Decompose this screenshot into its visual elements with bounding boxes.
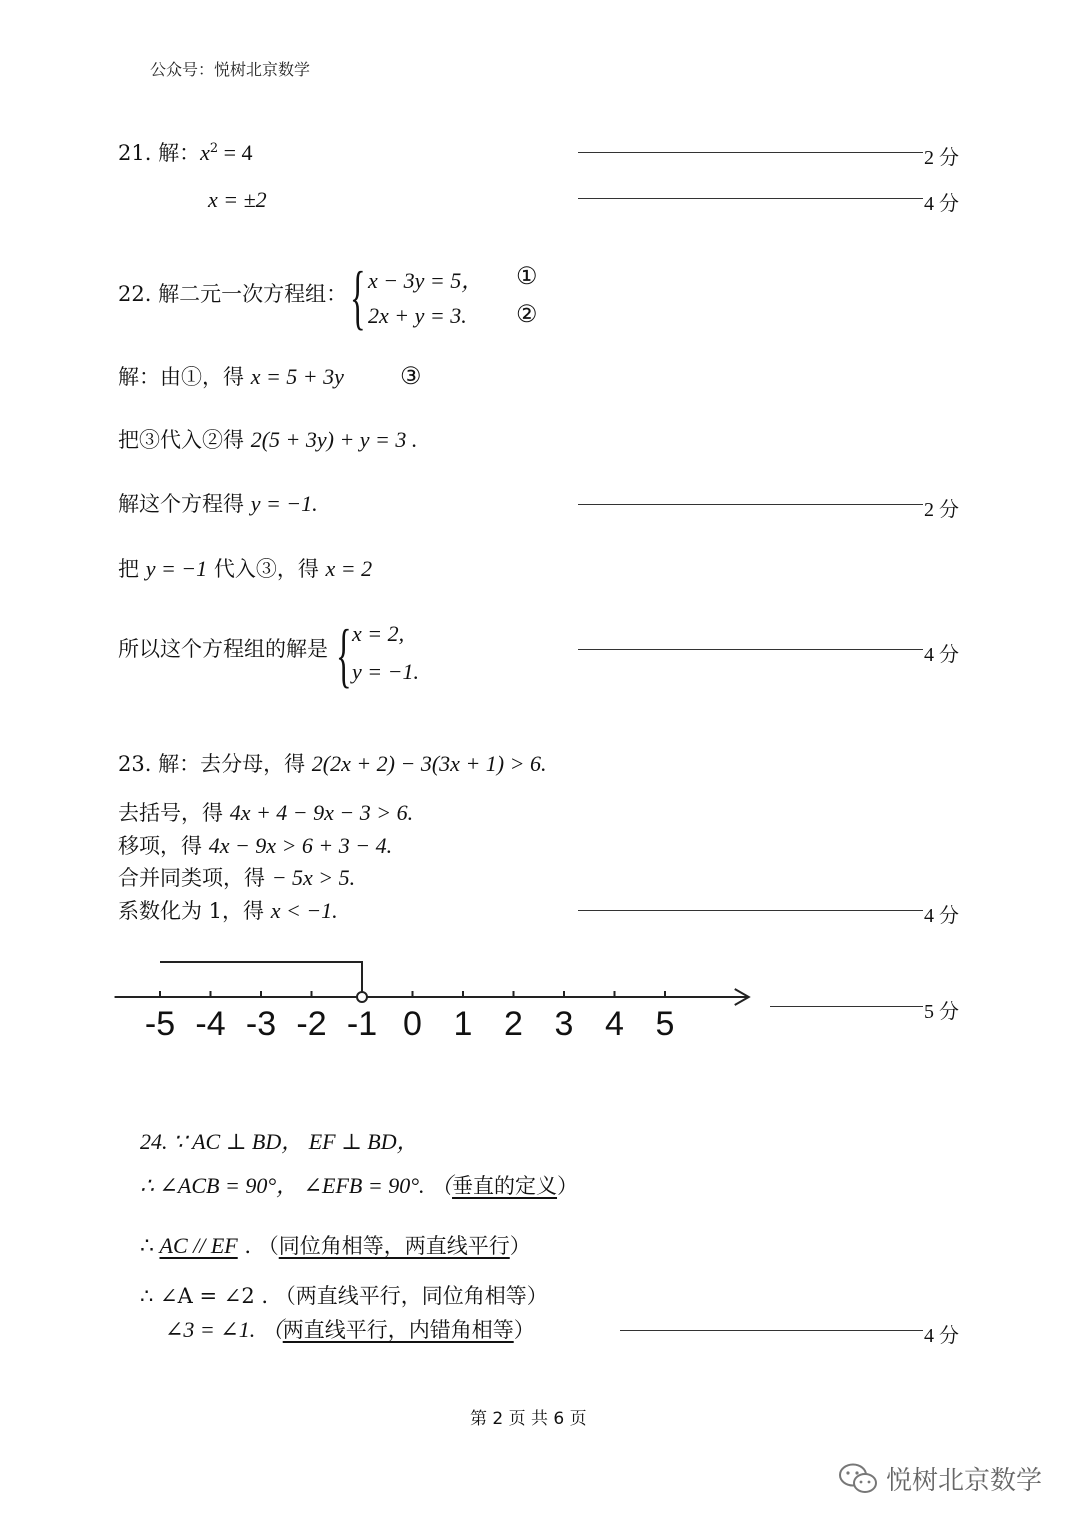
q22-step4-math-b: x = 2 xyxy=(325,556,373,581)
q21-exponent: 2 xyxy=(209,141,219,156)
q22-step2-math: 2(5 + 3y) + y = 3 . xyxy=(250,427,418,452)
q23-line5-math: x < −1. xyxy=(270,898,338,923)
q23-dash-2 xyxy=(770,1006,923,1007)
q24-line3-close: ） xyxy=(509,1234,531,1258)
q21-var: x xyxy=(200,140,210,165)
q24-line3-reason: 同位角相等，两直线平行 xyxy=(278,1234,510,1258)
q24-line2-math: ∴ ∠ACB = 90°， ∠EFB = 90°. （ xyxy=(140,1173,453,1198)
q23-points-1: 4 分 xyxy=(924,905,959,927)
q22-step1-text: 解：由①，得 xyxy=(118,365,251,389)
q23-line1-text: 23. 解：去分母，得 xyxy=(118,752,312,776)
q22-step4-math-a: y = −1 xyxy=(145,556,208,581)
q22-eq2-mark: ② xyxy=(516,300,538,328)
q23-line5-text: 系数化为 1，得 xyxy=(118,899,271,923)
q21-number: 21. 解： xyxy=(118,141,201,165)
q23-line1-math: 2(2x + 2) − 3(3x + 1) > 6. xyxy=(311,751,547,776)
number-line-tick-label: -4 xyxy=(195,1005,226,1043)
q22-step1-mark: ③ xyxy=(400,362,422,390)
q22-step2-text: 把③代入②得 xyxy=(118,428,251,452)
q22-points-1: 2 分 xyxy=(924,499,959,521)
q22-step3-math: y = −1. xyxy=(250,491,318,516)
q23-line4 xyxy=(118,867,355,889)
q22-solution-brace: { xyxy=(336,615,352,695)
q22-dash-1 xyxy=(578,504,923,505)
number-line xyxy=(115,962,749,1043)
number-line-tick-label: -1 xyxy=(346,1005,378,1043)
q22-solution-y: y = −1. xyxy=(352,659,419,684)
q22-step5-text: 所以这个方程组的解是 xyxy=(118,637,328,661)
q23-line4-math: − 5x > 5. xyxy=(271,865,356,890)
wechat-icon xyxy=(838,1462,878,1496)
number-line-tick-label: 2 xyxy=(504,1005,523,1043)
q24-line1: 24. ∵ AC ⊥ BD， EF ⊥ BD， xyxy=(140,1129,419,1154)
q22-eq1: x − 3y = 5， xyxy=(368,268,484,293)
q24-line5-math: ∠3 = ∠1. （ xyxy=(165,1317,283,1342)
open-point-marker xyxy=(357,992,367,1002)
q22-step1 xyxy=(118,366,344,388)
q23-line1 xyxy=(118,753,546,775)
q24-line3-open: . （ xyxy=(237,1234,279,1258)
number-line-tick-label: 1 xyxy=(453,1005,473,1043)
q23-line3-math: 4x − 9x > 6 + 3 − 4. xyxy=(208,833,393,858)
q24-line2 xyxy=(140,1175,578,1197)
page-footer: 第 2 页 共 6 页 xyxy=(470,1409,587,1429)
q22-eq1-mark: ① xyxy=(516,262,538,290)
watermark xyxy=(838,1460,1042,1497)
q21-rhs: = 4 xyxy=(218,140,253,165)
q24-line2-close: ） xyxy=(557,1174,579,1198)
q21-dash-1 xyxy=(578,152,923,153)
q23-dash-1 xyxy=(578,910,923,911)
q21-dash-2 xyxy=(578,198,923,199)
q23-line4-text: 合并同类项，得 xyxy=(118,866,272,890)
watermark-text: 悦树北京数学 xyxy=(886,1466,1043,1496)
q22-step4-text-b: 代入③，得 xyxy=(207,557,326,581)
q21-line2: x = ±2 xyxy=(208,187,267,212)
q23-line3 xyxy=(118,835,392,857)
number-line-tick-label: 5 xyxy=(655,1005,675,1043)
q22-step1-math: x = 5 + 3y xyxy=(250,364,344,389)
q24-line5 xyxy=(165,1319,535,1341)
q24-line5-close: ） xyxy=(513,1318,535,1342)
q24-points: 4 分 xyxy=(924,1325,959,1347)
number-line-tick-label: -2 xyxy=(296,1005,327,1043)
number-line-tick-label: 4 xyxy=(605,1005,624,1043)
q23-line3-text: 移项，得 xyxy=(118,834,209,858)
q22-points-2: 4 分 xyxy=(924,644,959,666)
q24-line3-therefore: ∴ xyxy=(140,1233,160,1258)
q22-step4 xyxy=(118,558,372,580)
q21-points-1: 2 分 xyxy=(924,147,959,169)
q23-line2-text: 去括号，得 xyxy=(118,801,230,825)
q22-step3 xyxy=(118,493,318,515)
q24-line2-reason: 垂直的定义 xyxy=(452,1174,558,1198)
q22-lead: 22. 解二元一次方程组： xyxy=(118,282,348,306)
q22-step3-text: 解这个方程得 xyxy=(118,492,251,516)
q21-line1 xyxy=(118,142,253,164)
number-line-figure xyxy=(0,940,1080,1050)
q24-line3 xyxy=(140,1235,531,1257)
q23-line2 xyxy=(118,802,413,824)
q22-step4-text-a: 把 xyxy=(118,557,146,581)
q22-solution-x: x = 2, xyxy=(352,621,405,646)
number-line-tick-label: -5 xyxy=(144,1005,176,1043)
q22-dash-2 xyxy=(578,649,923,650)
page-header: 公众号：悦树北京数学 xyxy=(150,60,311,79)
q24-line4: ∴ ∠A = ∠2 . （两直线平行，同位角相等） xyxy=(140,1284,548,1308)
q24-line3-parallel: AC // EF xyxy=(159,1233,238,1258)
q22-system-brace: { xyxy=(350,257,366,337)
q24-dash xyxy=(620,1330,923,1331)
q22-step2 xyxy=(118,429,417,451)
q22-eq2: 2x + y = 3. xyxy=(368,303,467,328)
number-line-tick-label: 3 xyxy=(554,1005,574,1043)
number-line-tick-label: -3 xyxy=(245,1005,277,1043)
number-line-tick-label: 0 xyxy=(403,1005,422,1043)
q21-points-2: 4 分 xyxy=(924,193,959,215)
q24-line5-reason: 两直线平行，内错角相等 xyxy=(282,1318,514,1342)
q23-points-2: 5 分 xyxy=(924,1001,959,1023)
q23-line2-math: 4x + 4 − 9x − 3 > 6. xyxy=(229,800,414,825)
q23-line5 xyxy=(118,900,338,922)
